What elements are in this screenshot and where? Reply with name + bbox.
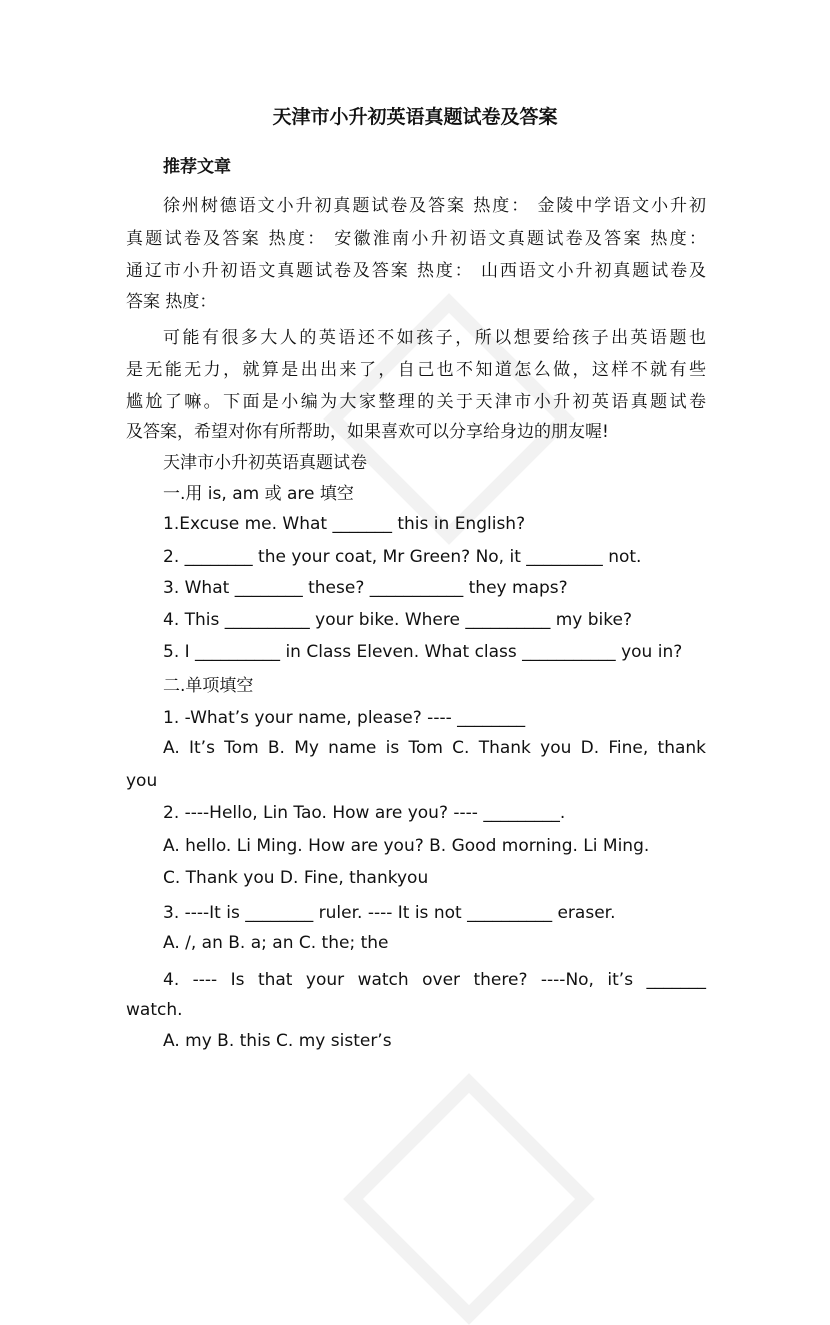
question-item: 5. I __________ in Class Eleven. What class ___________ you in? bbox=[163, 642, 683, 662]
recommend-heading: 推荐文章 bbox=[163, 157, 231, 177]
question-line: 2. ----Hello, Lin Tao. How are you? ---- _________. bbox=[163, 803, 566, 823]
recommend-line[interactable]: 徐州树德语文小升初真题试卷及答案 热度： 金陵中学语文小升初 bbox=[163, 196, 706, 216]
recommend-line[interactable]: 通辽市小升初语文真题试卷及答案 热度： 山西语文小升初真题试卷及 bbox=[126, 261, 706, 281]
intro-line: 及答案，希望对你有所帮助，如果喜欢可以分享给身边的朋友喔! bbox=[126, 422, 609, 442]
question-line: A. my B. this C. my sister’s bbox=[163, 1031, 392, 1051]
question-item: 3. What ________ these? ___________ they maps? bbox=[163, 578, 568, 598]
question-line: A. It’s Tom B. My name is Tom C. Thank you D. Fine, thank bbox=[163, 738, 706, 758]
question-line: 1. -What’s your name, please? ---- ________ bbox=[163, 708, 526, 728]
section1-heading: 一.用 is, am 或 are 填空 bbox=[163, 484, 354, 504]
page-title: 天津市小升初英语真题试卷及答案 bbox=[272, 106, 558, 128]
intro-line: 是无能无力，就算是出出来了，自己也不知道怎么做，这样不就有些 bbox=[126, 360, 706, 380]
question-line: watch. bbox=[126, 1000, 183, 1020]
question-line: 4. ---- Is that your watch over there? ----No, it’s _______ bbox=[163, 970, 706, 990]
question-line: A. hello. Li Ming. How are you? B. Good morning. Li Ming. bbox=[163, 836, 650, 856]
section2-heading: 二.单项填空 bbox=[163, 676, 254, 696]
watermark-shape bbox=[343, 1073, 595, 1325]
question-item: 4. This __________ your bike. Where __________ my bike? bbox=[163, 610, 633, 630]
question-line: you bbox=[126, 771, 158, 791]
intro-line: 可能有很多大人的英语还不如孩子，所以想要给孩子出英语题也 bbox=[163, 328, 706, 348]
question-item: 2. ________ the your coat, Mr Green? No, it _________ not. bbox=[163, 547, 642, 567]
question-line: 3. ----It is ________ ruler. ---- It is not __________ eraser. bbox=[163, 903, 616, 923]
question-line: C. Thank you D. Fine, thankyou bbox=[163, 868, 429, 888]
recommend-line[interactable]: 真题试卷及答案 热度： 安徽淮南小升初语文真题试卷及答案 热度： bbox=[126, 229, 706, 249]
intro-line: 尴尬了嘛。下面是小编为大家整理的关于天津市小升初英语真题试卷 bbox=[126, 392, 706, 412]
question-item: 1.Excuse me. What _______ this in English? bbox=[163, 514, 526, 534]
recommend-line[interactable]: 答案 热度： bbox=[126, 292, 217, 312]
exam-title: 天津市小升初英语真题试卷 bbox=[163, 453, 367, 473]
question-line: A. /, an B. a; an C. the; the bbox=[163, 933, 389, 953]
